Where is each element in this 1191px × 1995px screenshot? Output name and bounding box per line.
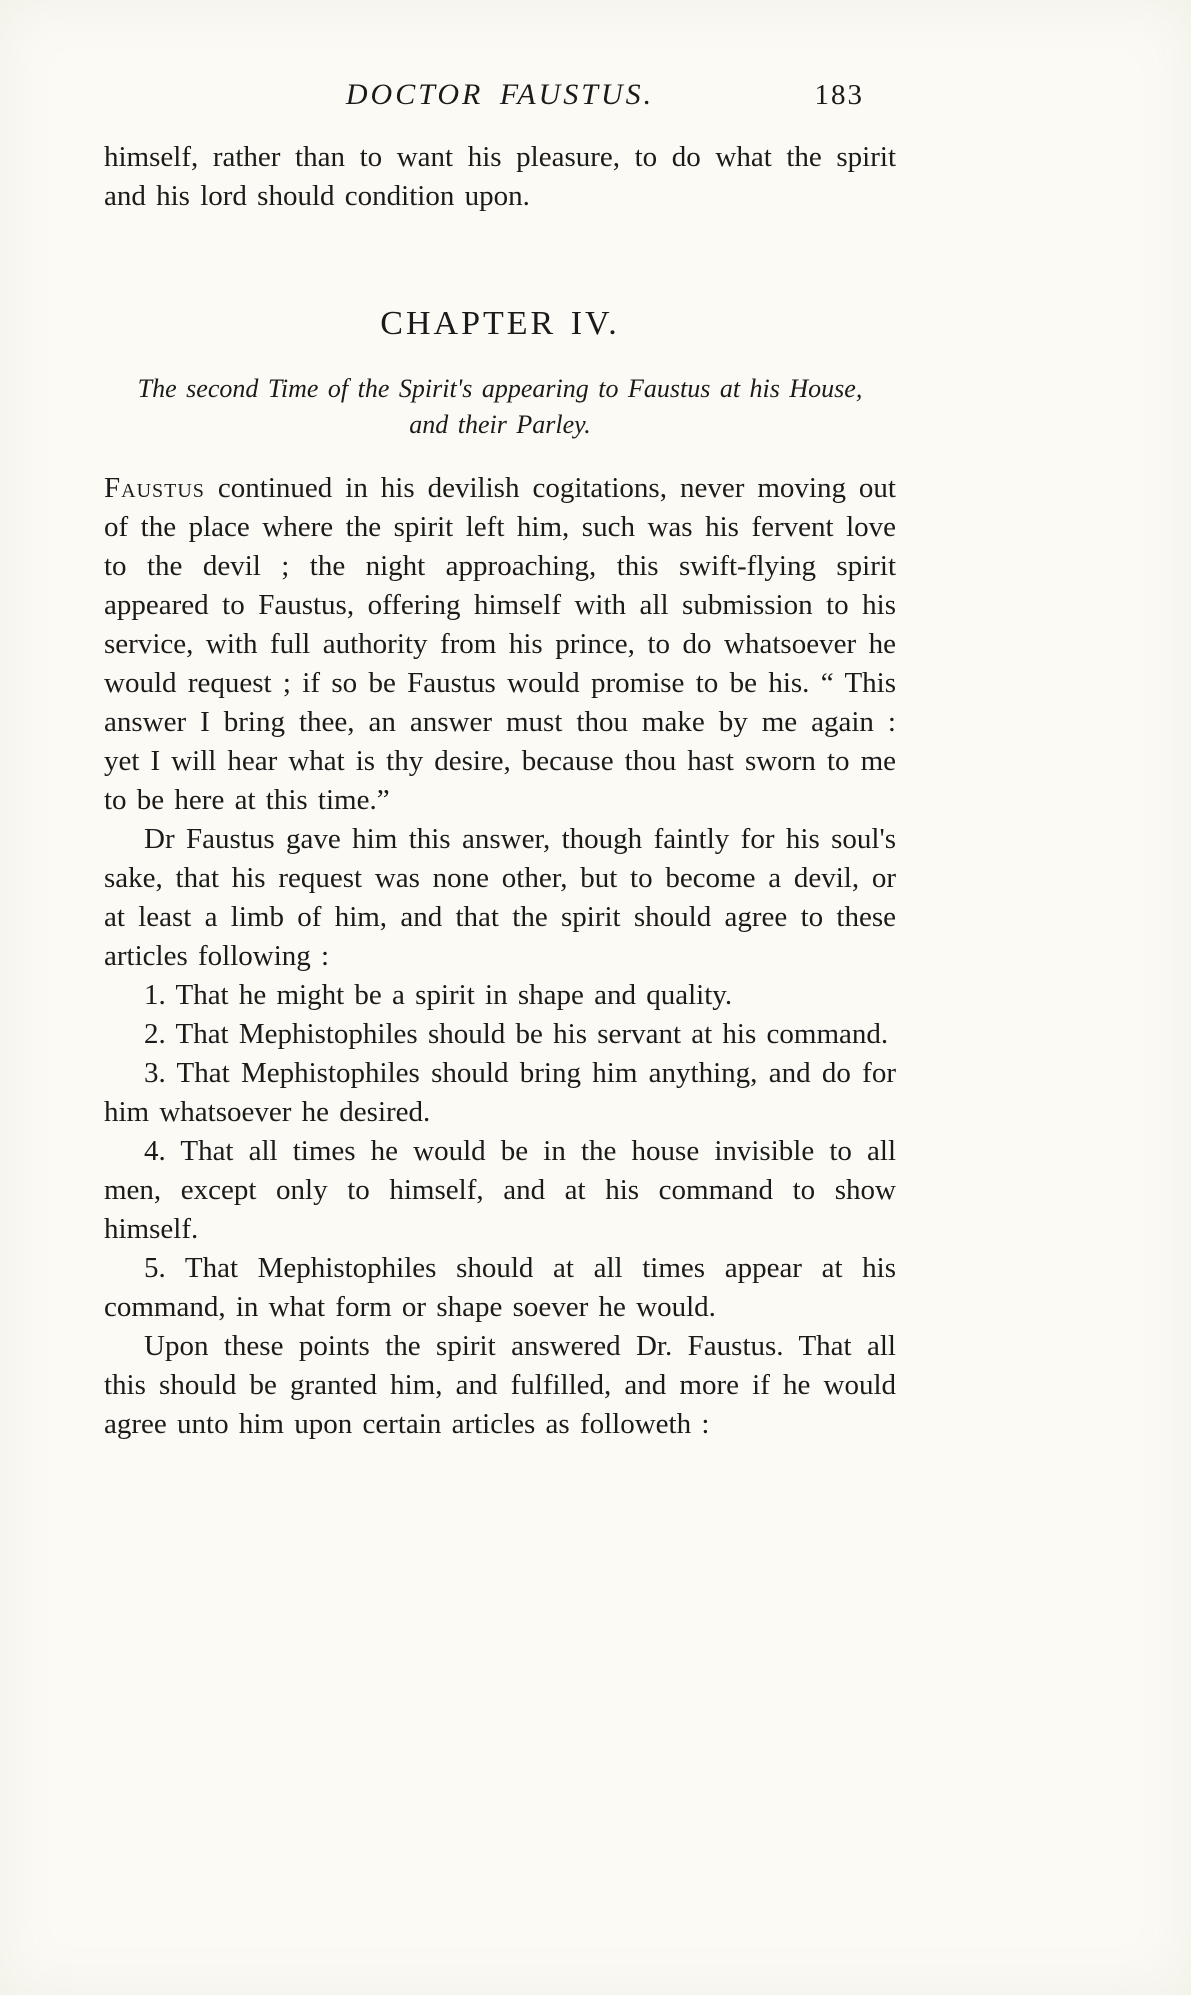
- main-text: [104, 469, 896, 1444]
- page-number: 183: [814, 79, 864, 111]
- continuation-paragraph: himself, rather than to want his pleasure, to do what the spirit and his lord should condition upon.: [104, 141, 896, 212]
- chapter-subtitle-line2: and their Parley.: [409, 410, 591, 440]
- article-item: 2. That Mephistophiles should be his servant at his command.: [144, 1018, 889, 1051]
- article-item: 4. That all times he would be in the house invisible to all men, except only to himself, and at his command to show himself.: [104, 1135, 896, 1246]
- running-header: DOCTOR FAUSTUS.: [345, 78, 655, 111]
- article-item: 5. That Mephistophiles should at all times appear at his command, in what form or shape soever he would.: [104, 1252, 896, 1324]
- article-item: 3. That Mephistophiles should bring him anything, and do for him whatsoever he desired.: [104, 1057, 896, 1129]
- article-item: 1. That he might be a spirit in shape and quality.: [144, 979, 733, 1012]
- lead-word: Faustus: [104, 472, 205, 505]
- chapter-subtitle-line1: The second Time of the Spirit's appearing to Faustus at his House,: [137, 374, 863, 404]
- body-text: [104, 138, 896, 1444]
- paragraph: Upon these points the spirit answered Dr. Faustus. That all this should be granted him, and fulfilled, and more if he would agree unto him upon certain articles as followeth :: [104, 1330, 896, 1441]
- paragraph: [104, 469, 896, 820]
- chapter-subtitle: [104, 371, 896, 443]
- running-header-row: [104, 78, 896, 120]
- paragraph-text: continued in his devilish cogitations, never moving out of the place where the spirit left him, such was his fervent love to the devil ; the night approaching, this swift-flying spirit appeared to Faustus, offering himself with all submission to his service, with full authority from his prince, to do whatsoever he would request ; if so be Faustus would promise to be his. “ This answer I bring thee, an answer must thou make by me again : yet I will hear what is thy desire, because thou hast sworn to me to be here at this time.”: [104, 472, 896, 817]
- paragraph: Dr Faustus gave him this answer, though faintly for his soul's sake, that his request was none other, but to become a devil, or at least a limb of him, and that the spirit should agree to these articles following :: [104, 823, 896, 973]
- text-block: [104, 78, 896, 1444]
- chapter-heading: CHAPTER IV.: [380, 305, 620, 342]
